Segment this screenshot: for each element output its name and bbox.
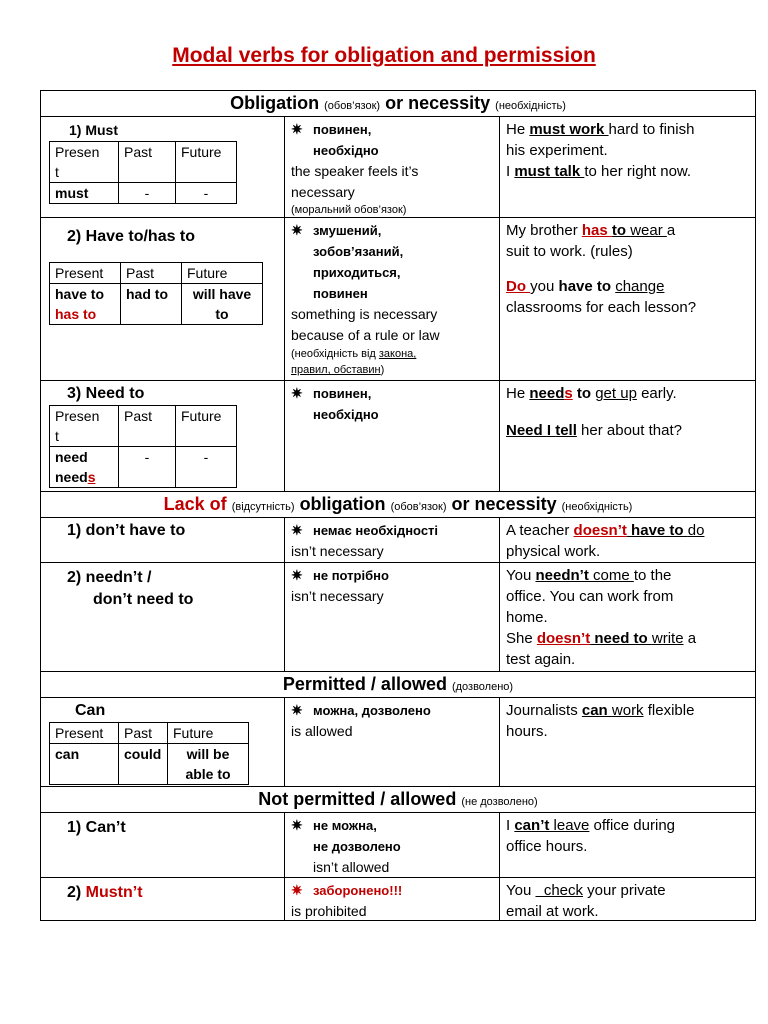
- verb-label: 2) Have to/has to: [67, 228, 196, 245]
- example-cell: Journalists can work flexible hours.: [506, 702, 695, 740]
- example-cell: You needn’t come to the office. You can work from home. She doesn’t need to write a test again.: [506, 567, 697, 668]
- asterisk-icon: ✷: [291, 817, 303, 833]
- forms-table: Present Past Future have to has to had to will have to: [49, 262, 263, 325]
- section-header-permitted: Permitted / allowed (дозволено): [41, 672, 755, 698]
- asterisk-icon: ✷: [291, 222, 303, 238]
- section-header-not-permitted: Not permitted / allowed (не дозволено): [41, 787, 755, 813]
- forms-table: Present Past Future can could will be able to: [49, 722, 249, 785]
- meaning-cell: ✷ не можна, не дозволено isn’t allowed: [285, 813, 500, 877]
- forms-table: Presen t Past Future need needs - -: [49, 405, 237, 488]
- row-need-to: [41, 381, 755, 492]
- meaning-cell: ✷ можна, дозволено is allowed: [285, 698, 500, 786]
- example-cell: My brother has to wear a suit to work. (rules) Do you have to change classrooms for each lesson?: [506, 222, 697, 316]
- example-cell: A teacher doesn’t have to do physical work.: [506, 522, 705, 560]
- asterisk-icon: ✷: [291, 702, 303, 718]
- verb-label: 2) Mustn’t: [67, 884, 143, 901]
- meaning-cell: ✷ немає необхідності isn’t necessary: [285, 518, 500, 562]
- row-mustnt: [41, 878, 755, 920]
- asterisk-icon: ✷: [291, 567, 303, 583]
- row-cant: [41, 813, 755, 878]
- verb-label: 1) Must: [69, 122, 118, 138]
- row-must: [41, 117, 755, 218]
- row-dont-have-to: [41, 518, 755, 563]
- row-can: [41, 698, 755, 787]
- meaning-cell: ✷ не потрібно isn’t necessary: [285, 563, 500, 671]
- verb-label: 1) don’t have to: [67, 522, 186, 539]
- verb-label: 3) Need to: [67, 385, 145, 402]
- example-cell: He must work hard to finish his experiment. I must talk to her right now.: [506, 121, 695, 180]
- meaning-cell: ✷ повинен, необхідно the speaker feels it’s necessary (моральний обов’язок): [285, 117, 500, 217]
- example-cell: You check your private email at work.: [506, 882, 666, 920]
- asterisk-icon: ✷: [291, 121, 303, 137]
- section-header-obligation: Obligation (обов’язок) or necessity (необхідність): [41, 91, 755, 117]
- section-header-lack-of-obligation: Lack of (відсутність) obligation (обов’язок) or necessity (необхідність): [41, 492, 755, 518]
- page-title: Modal verbs for obligation and permission: [172, 44, 596, 67]
- verb-label: 1) Can’t: [67, 819, 126, 836]
- example-cell: He needs to get up early. Need I tell her about that?: [506, 385, 682, 439]
- meaning-cell: ✷ змушений, зобов’язаний, приходиться, повинен something is necessary because of a rule or law (необхідність від закона, правил, обставин): [285, 218, 500, 380]
- asterisk-icon: ✷: [291, 882, 303, 898]
- meaning-cell: ✷ повинен, необхідно: [285, 381, 500, 491]
- verb-label: Can: [75, 702, 106, 719]
- meaning-cell: ✷ заборонено!!! is prohibited: [285, 878, 500, 920]
- modal-verbs-table: [40, 90, 756, 921]
- asterisk-icon: ✷: [291, 385, 303, 401]
- forms-table: Presen t Past Future must - -: [49, 141, 237, 204]
- example-cell: I can’t leave office during office hours.: [506, 817, 676, 855]
- row-have-to: [41, 218, 755, 381]
- row-neednt: 2) needn’t / don’t need to ✷ не потрібно isn’t necessary You needn’t come to the office. You can work from home. She doesn’t need to write a test again.: [41, 563, 755, 672]
- asterisk-icon: ✷: [291, 522, 303, 538]
- verb-label: 2) needn’t /: [67, 569, 152, 586]
